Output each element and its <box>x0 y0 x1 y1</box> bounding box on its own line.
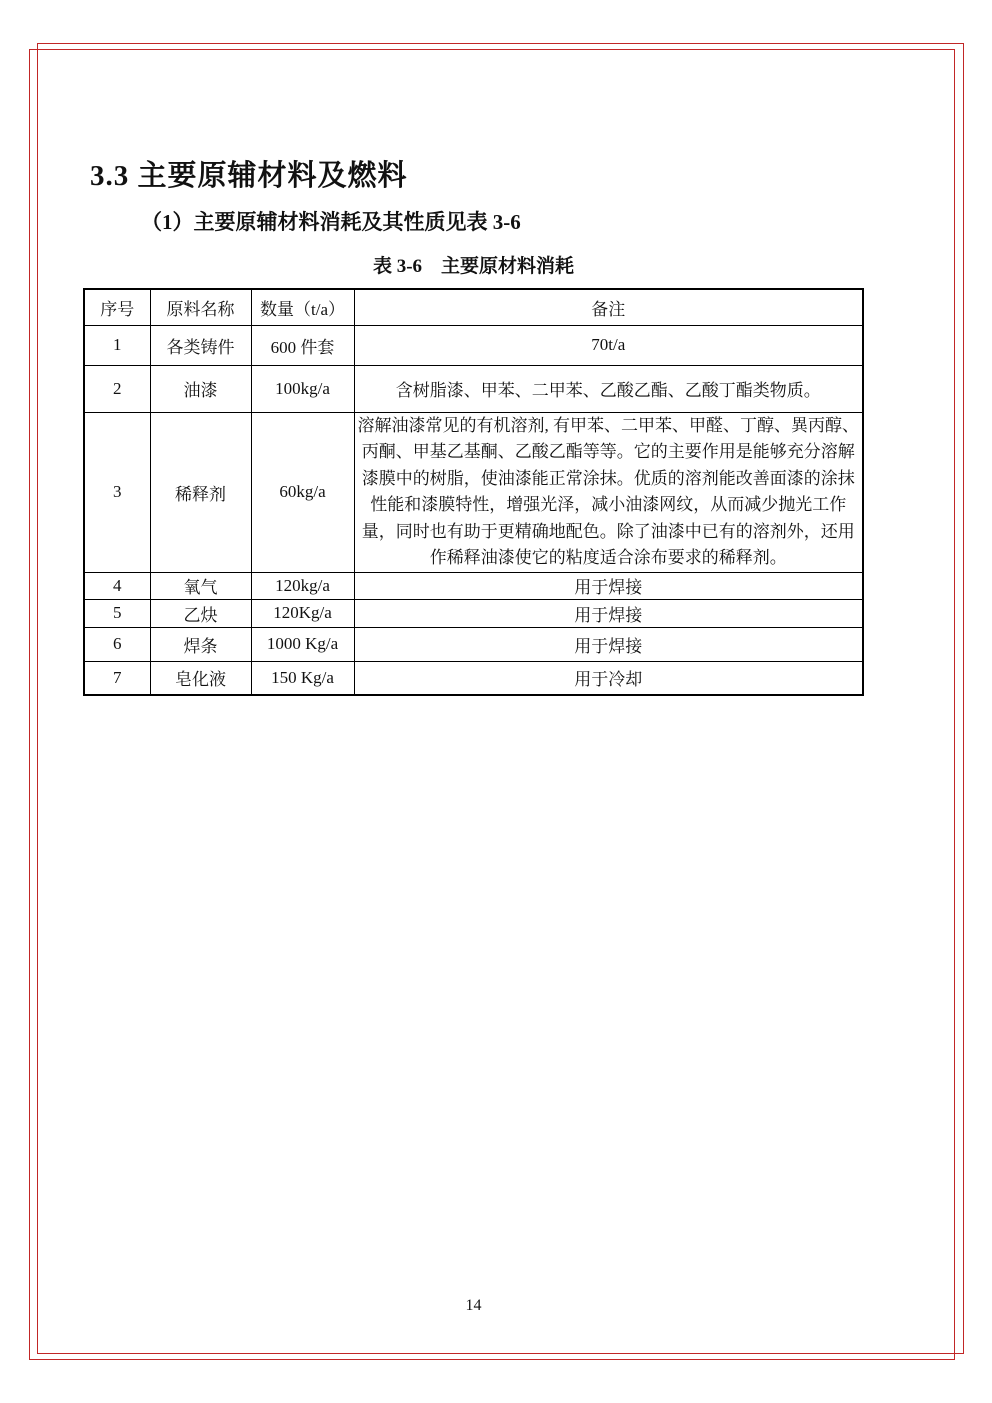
cell-quantity: 120kg/a <box>251 572 354 599</box>
cell-remark: 含树脂漆、甲苯、二甲苯、乙酸乙酯、乙酸丁酯类物质。 <box>354 365 863 412</box>
table-row <box>84 599 863 627</box>
cell-remark: 用于焊接 <box>354 627 863 661</box>
cell-quantity: 1000 Kg/a <box>251 627 354 661</box>
header-cell-remark: 备注 <box>354 289 863 325</box>
cell-serial: 5 <box>84 599 150 627</box>
cell-material: 皂化液 <box>150 661 251 695</box>
cell-remark: 用于冷却 <box>354 661 863 695</box>
page-border-outer <box>37 43 964 1354</box>
cell-quantity: 60kg/a <box>251 412 354 572</box>
cell-serial: 3 <box>84 412 150 572</box>
cell-quantity: 120Kg/a <box>251 599 354 627</box>
header-cell-quantity: 数量（t/a） <box>251 289 354 325</box>
cell-remark: 用于焊接 <box>354 572 863 599</box>
table-row <box>84 412 863 572</box>
cell-material: 稀释剂 <box>150 412 251 572</box>
cell-quantity: 600 件套 <box>251 325 354 365</box>
materials-table <box>83 288 864 696</box>
page-number: 14 <box>465 1297 482 1314</box>
section-heading: 3.3 主要原辅材料及燃料 <box>90 160 408 192</box>
cell-serial: 1 <box>84 325 150 365</box>
table-title: 表 3-6 主要原材料消耗 <box>372 256 575 277</box>
cell-remark: 溶解油漆常见的有机溶剂, 有甲苯、二甲苯、甲醛、丁醇、異丙醇、丙酮、甲基乙基酮、乙酸乙酯等等。它的主要作用是能够充分溶解漆膜中的树脂，使油漆能正常涂抹。优质的溶剂能改善面漆的涂抹性能和漆膜特性，增强光泽，减小油漆网纹，从而减少抛光工作量，同时也有助于更精确地配色。除了油漆中已有的溶剂外，还用作稀释油漆使它的粘度适合涂布要求的稀释剂。 <box>354 412 863 572</box>
cell-material: 各类铸件 <box>150 325 251 365</box>
table-row <box>84 627 863 661</box>
cell-remark: 70t/a <box>354 325 863 365</box>
cell-material: 焊条 <box>150 627 251 661</box>
cell-material: 氧气 <box>150 572 251 599</box>
table-row <box>84 325 863 365</box>
cell-quantity: 100kg/a <box>251 365 354 412</box>
cell-serial: 6 <box>84 627 150 661</box>
table-row <box>84 661 863 695</box>
cell-material: 油漆 <box>150 365 251 412</box>
table-header-row <box>84 289 863 325</box>
table-row <box>84 365 863 412</box>
cell-serial: 7 <box>84 661 150 695</box>
table-row <box>84 572 863 599</box>
page-border-inner <box>29 49 955 1360</box>
cell-serial: 4 <box>84 572 150 599</box>
cell-material: 乙炔 <box>150 599 251 627</box>
table-body <box>84 325 863 695</box>
cell-serial: 2 <box>84 365 150 412</box>
cell-quantity: 150 Kg/a <box>251 661 354 695</box>
header-cell-material: 原料名称 <box>150 289 251 325</box>
subsection-heading: （1）主要原辅材料消耗及其性质见表 3-6 <box>141 210 521 234</box>
cell-remark: 用于焊接 <box>354 599 863 627</box>
header-cell-serial: 序号 <box>84 289 150 325</box>
